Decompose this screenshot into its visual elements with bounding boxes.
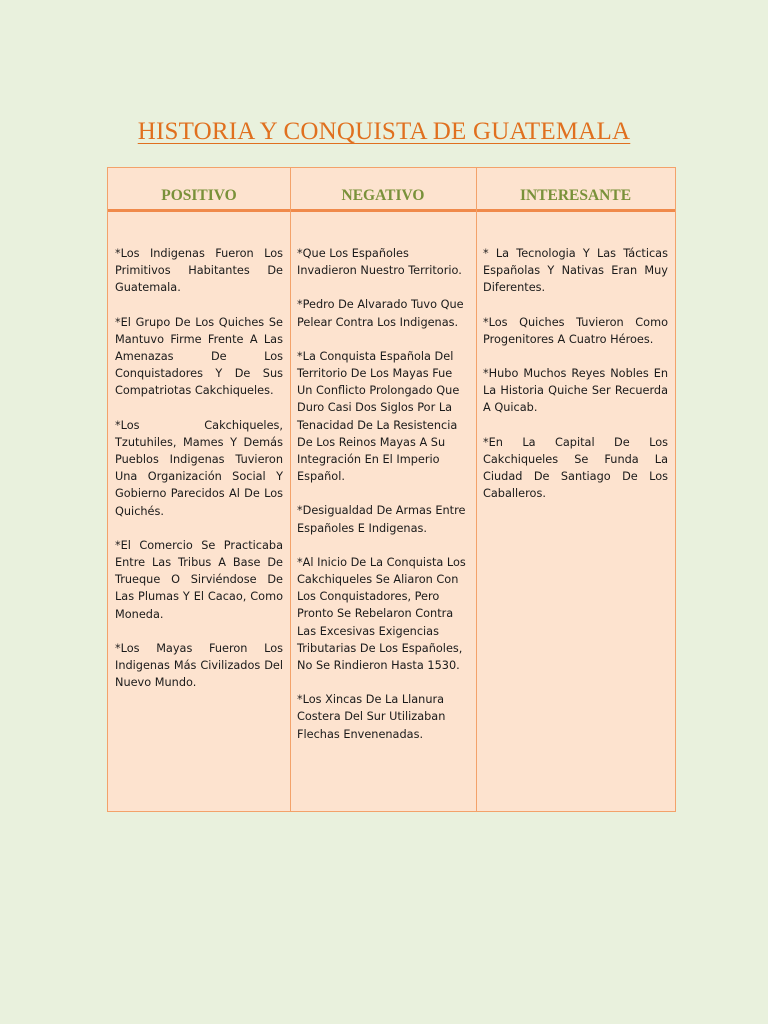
list-item: *Hubo Muchos Reyes Nobles En La Historia Quiche Ser Recuerda A Quicab. (483, 367, 668, 415)
list-item: *Los Mayas Fueron Los Indigenas Más Civilizados Del Nuevo Mundo. (115, 641, 283, 690)
list-item: *Los Quiches Tuvieron Como Progenitores A Cuatro Héroes. (483, 315, 668, 346)
column-negativo (297, 245, 470, 760)
list-item: *En La Capital De Los Cakchiqueles Se Funda La Ciudad De Santiago De Los Caballeros. (483, 435, 668, 501)
list-item: *El Grupo De Los Quiches Se Mantuvo Firme Frente A Las Amenazas De Los Conquistadores Y De Sus Compatriotas Cakchiqueles. (115, 315, 283, 398)
column-divider (476, 168, 477, 811)
header-interesante: INTERESANTE (519, 187, 632, 204)
column-positivo (115, 245, 283, 708)
list-item: *La Conquista Española Del Territorio De Los Mayas Fue Un Conflicto Prolongado Que Duro Casi Dos Siglos Por La Tenacidad De La Resistencia De Los Reinos Mayas A Su Integración En El Imperio Español. (297, 349, 460, 484)
column-divider (290, 168, 291, 811)
list-item: *Los Xincas De La Llanura Costera Del Sur Utilizaban Flechas Envenenadas. (297, 693, 446, 741)
list-item: *Pedro De Alvarado Tuvo Que Pelear Contra Los Indigenas. (297, 298, 464, 329)
list-item: *Los Cakchiqueles, Tzutuhiles, Mames Y Demás Pueblos Indigenas Tuvieron Una Organización Social Y Gobierno Parecidos Al De Los Quichés. (115, 418, 283, 518)
table-header-row (108, 168, 675, 212)
list-item: *Desigualdad De Armas Entre Españoles E Indigenas. (297, 504, 466, 535)
list-item: *Al Inicio De La Conquista Los Cakchiqueles Se Aliaron Con Los Conquistadores, Pero Pronto Se Rebelaron Contra Las Excesivas Exigencias Tributarias De Los Españoles, No Se Rindieron Hasta 1530. (297, 555, 466, 673)
column-interesante (483, 245, 668, 519)
list-item: * La Tecnologia Y Las Tácticas Españolas Y Nativas Eran Muy Diferentes. (483, 247, 668, 295)
list-item: *Que Los Españoles Invadieron Nuestro Territorio. (297, 247, 462, 278)
list-item: *El Comercio Se Practicaba Entre Las Tribus A Base De Trueque O Sirviéndose De Las Plumas Y El Cacao, Como Moneda. (115, 538, 283, 621)
page-title: HISTORIA Y CONQUISTA DE GUATEMALA (137, 118, 631, 145)
list-item: *Los Indigenas Fueron Los Primitivos Habitantes De Guatemala. (115, 247, 283, 295)
header-positivo: POSITIVO (161, 187, 237, 204)
header-negativo: NEGATIVO (341, 187, 425, 204)
pni-table (107, 167, 676, 812)
